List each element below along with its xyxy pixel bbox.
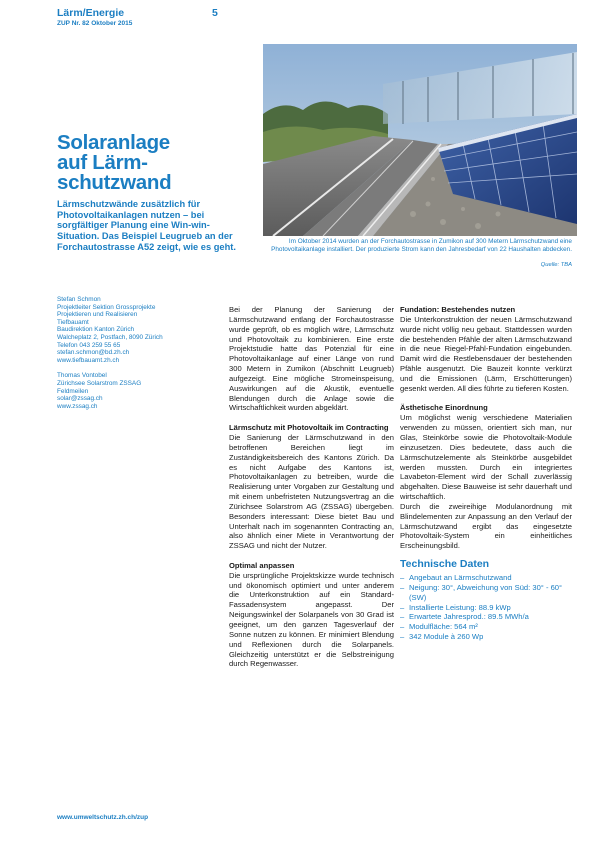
section-title: Lärm/Energie	[57, 7, 125, 19]
body-paragraph: Bei der Planung der Sanierung der Lärmschutzwand entlang der Forchautostrasse wurde geprüft, ob es möglich wäre, Lärmschutz und Photovoltaik zu kombinieren. Eine erste Projektstudie hatte das Potenzial für eine Photovoltaikanlage auf einer Länge von rund 300 Metern in Zumikon (Abschnitt Leugrueb) aufgezeigt. Eine mögliche Stromeinspeisung, Auswirkungen auf die Akustik, eventuelle Blendungen durch die Anlage sowie die Wirtschaftlichkeit wurden abgeklärt.	[229, 305, 394, 413]
issue-label: ZUP Nr. 82 Oktober 2015	[57, 20, 133, 27]
subheading: Fundation: Bestehendes nutzen	[400, 305, 516, 314]
contact-role: Projektieren und Realisieren	[57, 311, 138, 319]
body-paragraph: Die Unterkonstruktion der neuen Lärmschutzwand wurde nicht völlig neu gebaut. Stattdessen wurden die bestehenden Pfähle der alten Lärmschutzwand in die neue Riegel-Pfahl-Fundation eingebunden. Damit wird die Restlebensdauer der bestehenden Pfähle ausgenutzt. Die Bauzeit konnte verkürzt und die Emissionen (Lärm, Erschütterungen) gesenkt werden. All dies führte zu tieferen Kosten.	[400, 314, 572, 393]
contact-web-link[interactable]: www.tiefbauamt.zh.ch	[57, 356, 120, 364]
contact-name: Thomas Vontobel	[57, 372, 107, 380]
photo-caption: Im Oktober 2014 wurden an der Forchautostrasse in Zumikon auf 300 Metern Lärmschutzwand eine Photovoltaikanlage installiert. Der produzierte Strom kann den Jahresbedarf von 22 Haushalten abdecken.	[271, 238, 572, 253]
body-column-right	[400, 305, 572, 642]
body-paragraph: Die Sanierung der Lärmschutzwand in den betroffenen Bereichen liegt im Zuständigkeitsbereich des Kantons Zürich. Da es nicht Aufgabe des Kantons ist, Photovoltaikanlagen zu betreiben, wurde die Realisierung unter Vorgaben zur Gestaltung und mit einem unbefristeten Nutzungsvertrag an die Zürichsee Solarstrom AG (ZSSAG) übergeben. Besonders interessant: Diese bietet Bau und Unterhalt nach im sogenannten Contracting an, also ähnlich einer Miete in Verantwortung der ZSSAG und nicht der Nutzer.	[229, 432, 394, 551]
contact-organization: Baudirektion Kanton Zürich	[57, 326, 135, 334]
contact-address: Walcheplatz 2, Postfach, 8090 Zürich	[57, 333, 163, 341]
contact-phone: Telefon 043 259 55 65	[57, 341, 121, 349]
contact-name: Stefan Schmon	[57, 296, 101, 303]
article-photo	[263, 44, 577, 236]
tech-data-item: – 342 Module à 260 Wp	[400, 632, 572, 642]
tech-data-title: Technische Daten	[400, 558, 490, 571]
page-number: 5	[212, 7, 218, 19]
body-column-middle	[229, 305, 394, 669]
footer-url-link[interactable]: www.umweltschutz.zh.ch/zup	[57, 814, 149, 821]
photo-source: Quelle: TBA	[540, 262, 572, 268]
tech-data-item: – Installierte Leistung: 88.9 kWp	[400, 603, 572, 613]
article-title	[57, 133, 257, 193]
tech-data-item: – Modulfläche: 564 m²	[400, 622, 572, 632]
contact-role: Projektleiter Sektion Grossprojekte	[57, 303, 156, 311]
title-line: schutzwand	[57, 171, 172, 194]
tech-data-item: – Erwartete Jahresprod.: 89.5 MWh/a	[400, 612, 572, 622]
title-line: auf Lärm-	[57, 151, 148, 174]
body-paragraph: Durch die zweireihige Modulanordnung mit Blindelementen zur Anpassung an den Verlauf der Lärmschutzwand ergibt das eingesetzte Photovoltaik-System ein einheitliches Erscheinungsbild.	[400, 501, 572, 551]
contact-email-link[interactable]: stefan.schmon@bd.zh.ch	[57, 349, 130, 357]
subheading: Optimal anpassen	[229, 560, 295, 570]
tech-data-item: – Neigung: 30°, Abweichung von Süd: 30° - 60° (SW)	[400, 583, 572, 603]
contact-web-link[interactable]: www.zssag.ch	[57, 402, 98, 410]
contact-email-link[interactable]: solar@zssag.ch	[57, 395, 103, 403]
subheading: Ästhetische Einordnung	[400, 403, 488, 413]
body-paragraph: Um möglichst wenig verschiedene Materialien verwenden zu müssen, orientiert sich man, nur Glas, Steinkörbe sowie die Photovoltaik-Module einzusetzen. Dies bedeutete, dass auch die Lärmschutzelemente als Steinkörbe ausgebildet werden mussten. Durch ein integriertes Lavabeton-Element wird der Schall zuverlässig abgehalten. Diese Bauweise ist sehr dauerhaft und wirtschaftlich.	[400, 413, 572, 502]
subheading: Lärmschutz mit Photovoltaik im Contracting	[229, 423, 389, 433]
article-lead: Lärmschutzwände zusätzlich für Photovoltaikanlagen nutzen – bei sorgfältiger Planung eine Win-win-Situation. Das Beispiel Leugrueb an der Forchautostrasse A52 zeigt, wie es geht.	[57, 199, 236, 252]
author-contacts	[57, 296, 227, 410]
contact-place: Feldmeilen	[57, 387, 89, 395]
contact-department: Tiefbauamt	[57, 318, 89, 326]
contact-organization: Zürichsee Solarstrom ZSSAG	[57, 379, 142, 387]
title-line: Solaranlage	[57, 131, 170, 154]
tech-data-list	[400, 573, 572, 642]
body-paragraph: Die ursprüngliche Projektskizze wurde technisch und ökonomisch optimiert und unter anderem die Unterkonstruktion auf ein Standard-Fassadensystem angepasst. Der Neigungswinkel der Solarpanels von 30 Grad ist geeignet, um den ganzen Tagesverlauf der Sonne nutzen zu können. Er minimiert Blendung und Reflexionen durch die Solarpanels. Gleichzeitig unterstützt er die Selbstreinigung durch Regenwasser.	[229, 570, 394, 669]
tech-data-item: – Angebaut an Lärmschutzwand	[400, 573, 572, 583]
